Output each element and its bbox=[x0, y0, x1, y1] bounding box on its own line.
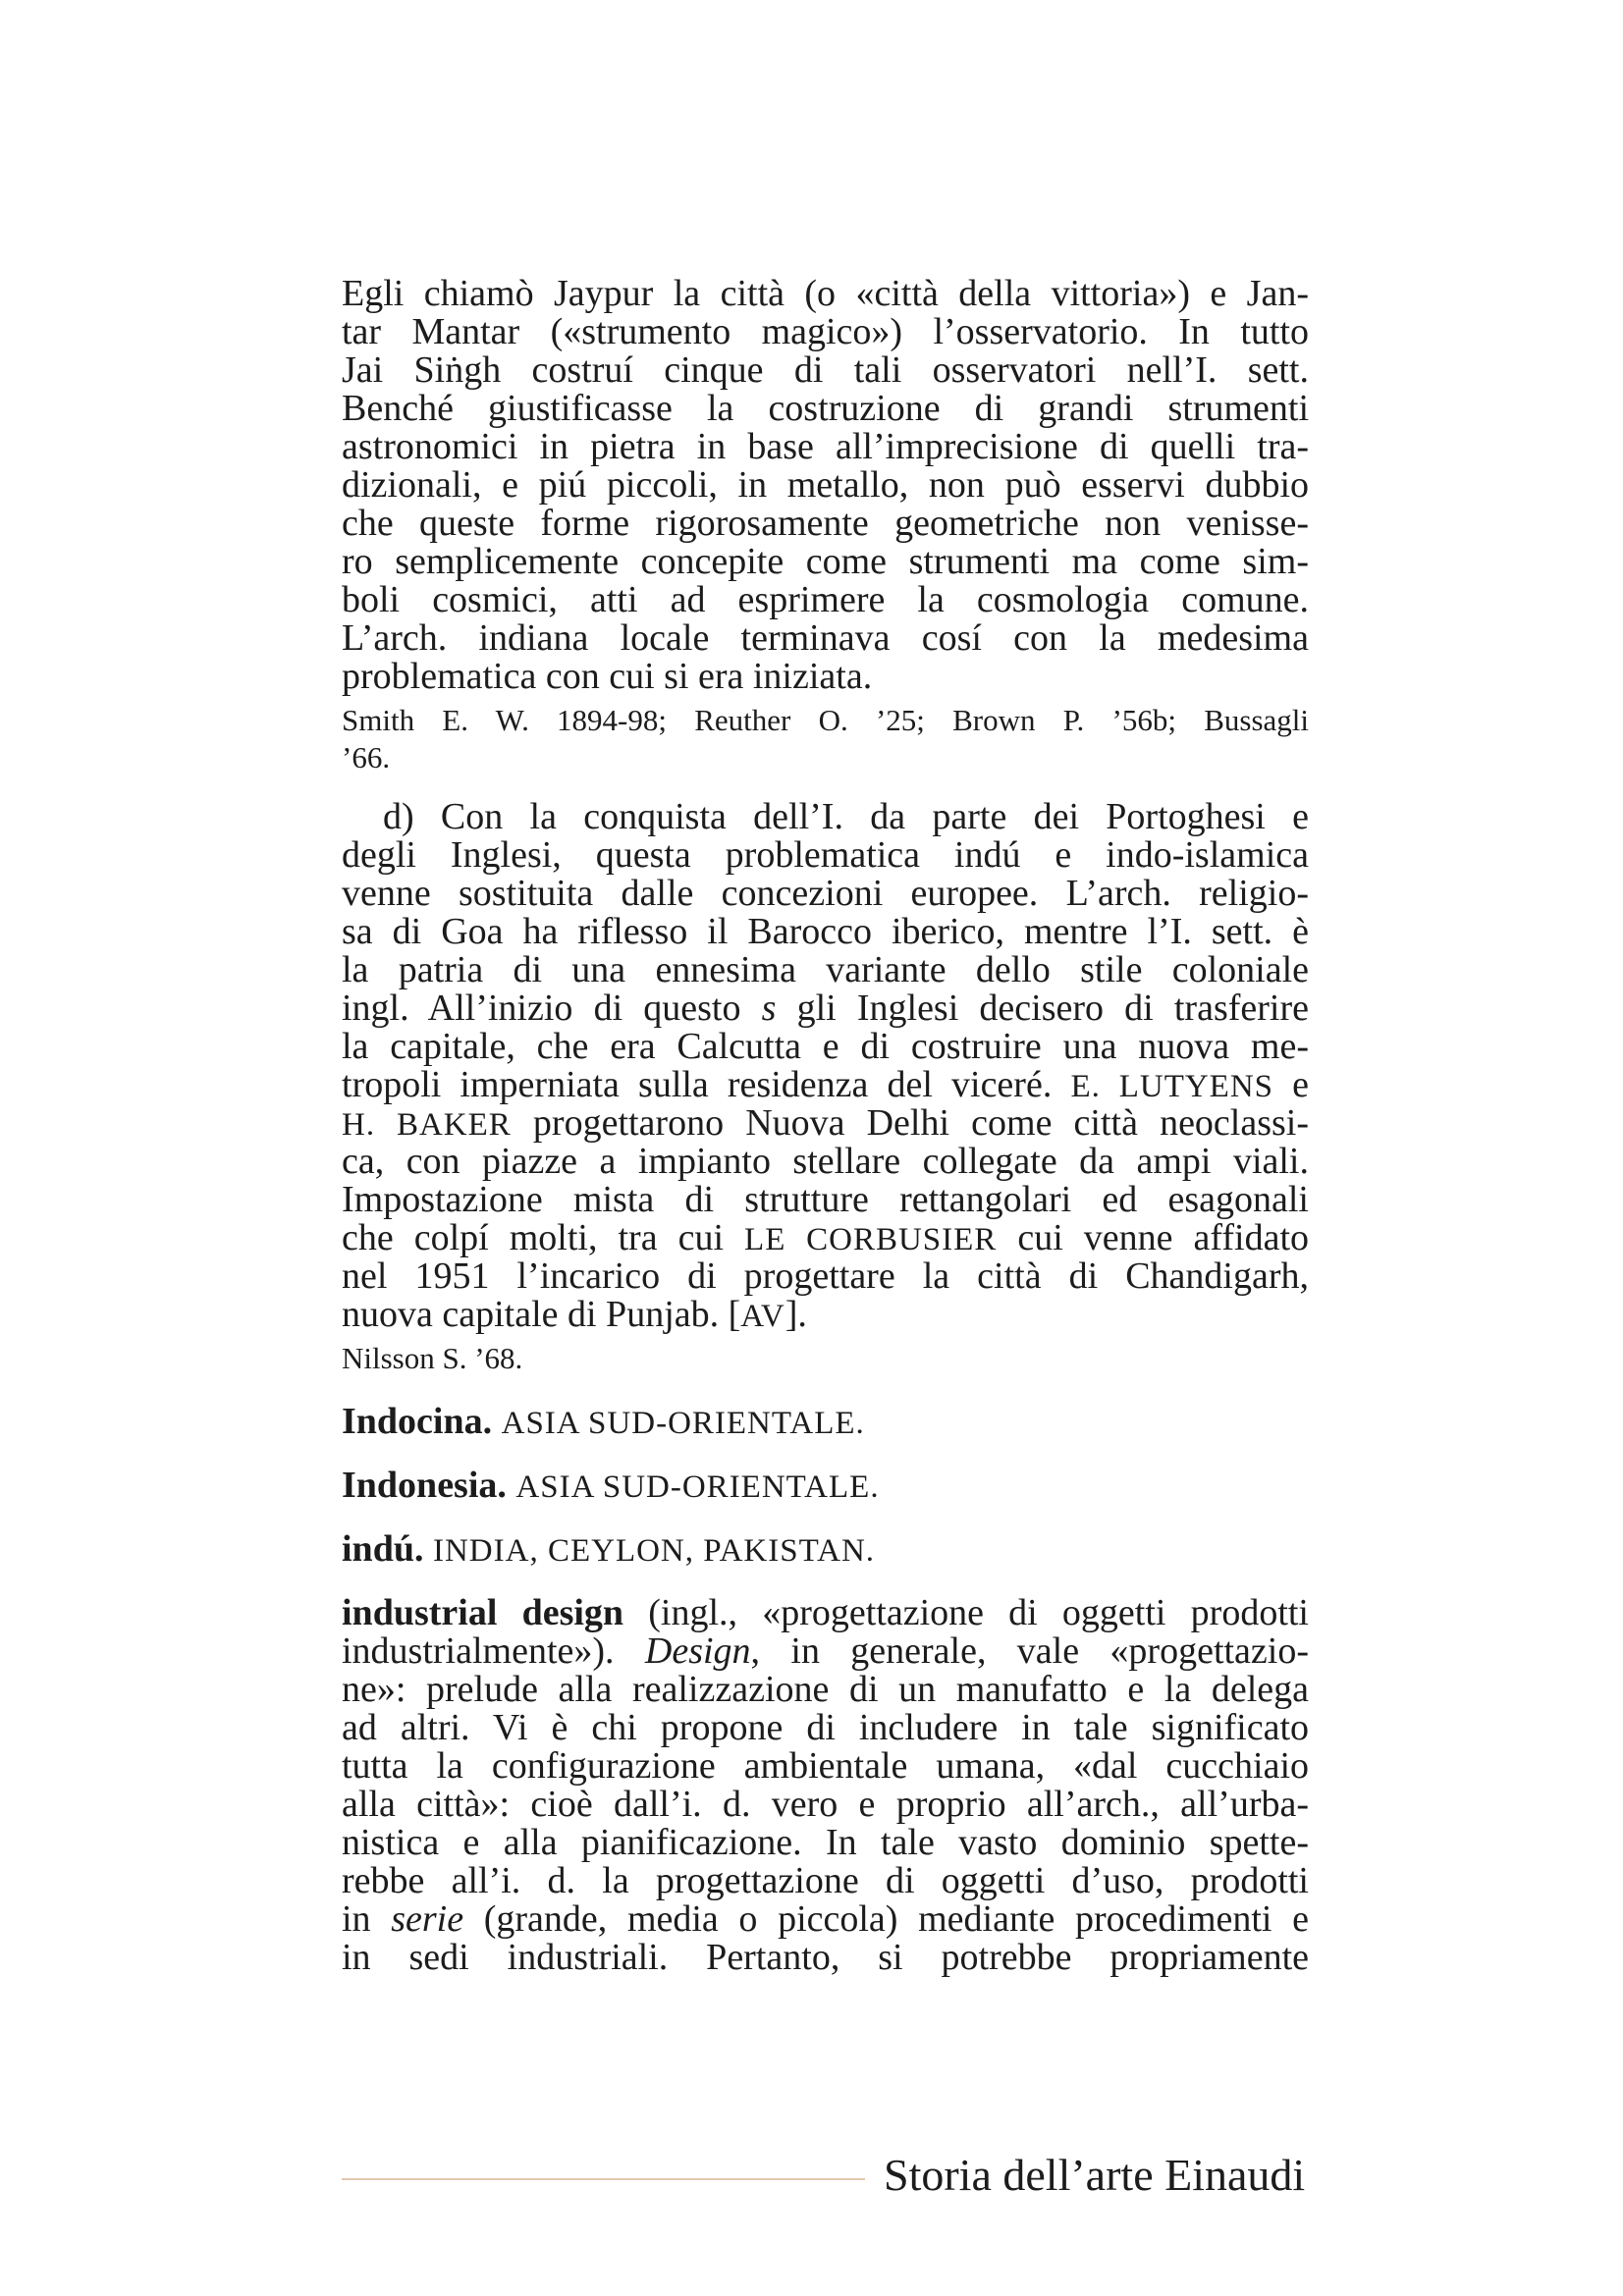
entry-headword: indú. bbox=[342, 1528, 424, 1570]
text-line: nistica e alla pianificazione. In tale vasto dominio spette- bbox=[342, 1822, 1309, 1863]
text-line: Jai Siṅgh costruí cinque di tali osservatori nell’I. sett. bbox=[342, 349, 1309, 391]
footer-title: Storia dell’arte Einaudi bbox=[884, 2150, 1306, 2200]
text-line: tutta la configurazione ambientale umana, «dal cucchiaio bbox=[342, 1745, 1309, 1787]
text-fragment: (grande, media o piccola) mediante procedimenti e bbox=[483, 1898, 1310, 1940]
text-line: ne»: prelude alla realizzazione di un manufatto e la delega bbox=[342, 1669, 1309, 1710]
text-line: venne sostituita dalle concezioni europee. L’arch. religio- bbox=[342, 873, 1309, 914]
text-fragment: che colpí molti, tra cui bbox=[342, 1217, 725, 1258]
text-line: ad altri. Vi è chi propone di includere in tale significato bbox=[342, 1707, 1309, 1748]
text-line: la patria di una ennesima variante dello stile coloniale bbox=[342, 949, 1309, 990]
bibliography-2: Nilsson S. ’68. bbox=[342, 1341, 523, 1375]
text-fragment: , in generale, vale «progettazio- bbox=[750, 1630, 1310, 1672]
entry-headword: industrial design bbox=[342, 1592, 624, 1633]
cross-reference: ASIA SUD-ORIENTALE. bbox=[515, 1469, 880, 1505]
entry-headword: Indocina. bbox=[342, 1401, 493, 1442]
cross-reference: E. LUTYENS bbox=[1070, 1069, 1274, 1104]
text-line bbox=[342, 1900, 1309, 1939]
text-line: in sedi industriali. Pertanto, si potrebbe propriamente bbox=[342, 1937, 1309, 1978]
text-line: rebbe all’i. d. la progettazione di oggetti d’uso, prodotti bbox=[342, 1860, 1309, 1901]
text-line bbox=[342, 1594, 1309, 1632]
italic-term: s bbox=[761, 988, 777, 1029]
text-fragment: ingl. All’inizio di questo bbox=[342, 988, 741, 1029]
cross-reference: LE CORBUSIER bbox=[744, 1222, 998, 1257]
text-line bbox=[342, 1219, 1309, 1257]
text-fragment: nuova capitale di Punjab. [ bbox=[342, 1294, 741, 1335]
text-line: ca, con piazze a impianto stellare collegate da ampi viali. bbox=[342, 1141, 1309, 1182]
cross-reference: INDIA, CEYLON, PAKISTAN. bbox=[432, 1533, 876, 1569]
text-line bbox=[342, 1066, 1309, 1104]
paragraph-colonial bbox=[342, 798, 1309, 1334]
author-initials: AV bbox=[740, 1299, 785, 1334]
text-fragment: e bbox=[1292, 1064, 1310, 1105]
paragraph-jaypur bbox=[342, 275, 1309, 696]
text-fragment: in bbox=[342, 1898, 371, 1940]
bibliography-line: Smith E. W. 1894-98; Reuther O. ’25; Brown P. ’56b; Bussagli bbox=[342, 703, 1309, 737]
text-line: boli cosmici, atti ad esprimere la cosmologia comune. bbox=[342, 579, 1309, 620]
text-fragment: progettarono Nuova Delhi come città neoclassi- bbox=[532, 1102, 1310, 1144]
cross-reference: ASIA SUD-ORIENTALE. bbox=[501, 1406, 865, 1441]
text-line bbox=[342, 1296, 1309, 1334]
text-line: la capitale, che era Calcutta e di costruire una nuova me- bbox=[342, 1026, 1309, 1067]
entry-headword: Indonesia. bbox=[342, 1465, 507, 1506]
text-line: Impostazione mista di strutture rettangolari ed esagonali bbox=[342, 1179, 1309, 1220]
entry-industrial-design bbox=[342, 1594, 1309, 1977]
text-line bbox=[342, 1104, 1309, 1143]
text-line: degli Inglesi, questa problematica indú e indo-islamica bbox=[342, 834, 1309, 876]
text-line: L’arch. indiana locale terminava cosí con la medesima bbox=[342, 617, 1309, 659]
text-fragment: gli Inglesi decisero di trasferire bbox=[796, 988, 1309, 1029]
text-line: Benché giustificasse la costruzione di grandi strumenti bbox=[342, 388, 1309, 429]
text-line: problematica con cui si era iniziata. bbox=[342, 656, 873, 697]
text-fragment: ]. bbox=[784, 1294, 807, 1335]
text-line: ro semplicemente concepite come strumenti ma come sim- bbox=[342, 541, 1309, 582]
text-fragment: (ingl., «progettazione di oggetti prodotti bbox=[648, 1592, 1309, 1633]
entry-indocina bbox=[342, 1403, 1309, 1441]
footer-rule bbox=[342, 2178, 865, 2180]
text-line: Egli chiamò Jaypur la città (o «città della vittoria») e Jan- bbox=[342, 273, 1309, 314]
italic-term: Design bbox=[644, 1630, 751, 1672]
text-line bbox=[342, 1632, 1309, 1671]
text-line: sa di Goa ha riflesso il Barocco iberico, mentre l’I. sett. è bbox=[342, 911, 1309, 952]
entry-indu bbox=[342, 1530, 1309, 1569]
bibliography-1 bbox=[342, 702, 1309, 776]
text-line: dizionali, e piú piccoli, in metallo, non può esservi dubbio bbox=[342, 464, 1309, 506]
cross-reference: H. BAKER bbox=[342, 1107, 512, 1143]
text-line bbox=[342, 989, 1309, 1028]
text-line: d) Con la conquista dell’I. da parte dei Portoghesi e bbox=[383, 796, 1309, 837]
text-line: alla città»: cioè dall’i. d. vero e proprio all’arch., all’urba- bbox=[342, 1784, 1309, 1825]
text-line: tar Mantar («strumento magico») l’osservatorio. In tutto bbox=[342, 311, 1309, 352]
text-line: che queste forme rigorosamente geometriche non venisse- bbox=[342, 503, 1309, 544]
entry-indonesia bbox=[342, 1467, 1309, 1505]
text-fragment: industrialmente»). bbox=[342, 1630, 615, 1672]
text-fragment: cui venne affidato bbox=[1017, 1217, 1309, 1258]
bibliography-line: ’66. bbox=[342, 740, 391, 774]
text-line: astronomici in pietra in base all’imprecisione di quelli tra- bbox=[342, 426, 1309, 467]
text-fragment: tropoli imperniata sulla residenza del viceré. bbox=[342, 1064, 1053, 1105]
italic-term: serie bbox=[391, 1898, 464, 1940]
text-column bbox=[342, 275, 1309, 1977]
text-line: nel 1951 l’incarico di progettare la città di Chandigarh, bbox=[342, 1255, 1309, 1297]
